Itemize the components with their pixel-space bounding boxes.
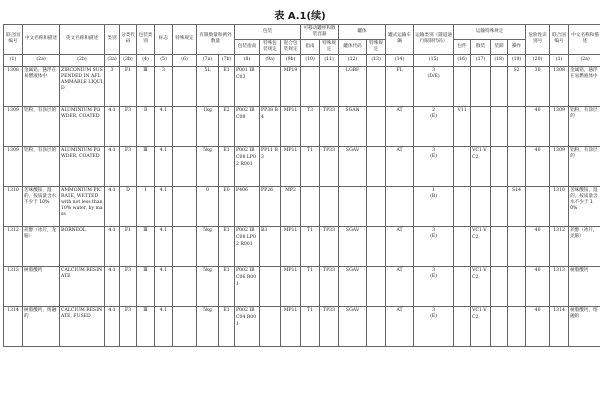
column-number: (17): [471, 54, 491, 66]
cell-un-no: 1310: [4, 186, 23, 226]
cell-vehicle: FL: [386, 66, 414, 106]
column-number: (15): [414, 54, 454, 66]
cell-un-no: 1313: [4, 266, 23, 306]
cell-mixed-packing: MP11: [281, 306, 301, 346]
header-packing-special: 特殊包装规定: [260, 39, 281, 54]
cell-tank-special: TP33: [320, 306, 339, 346]
table-row: [4, 106, 600, 146]
header-un-no-repeat: 联合国编号: [550, 25, 569, 55]
cell-packing-group: Ⅲ: [137, 226, 155, 266]
tunnel-code: (E): [430, 313, 438, 319]
cell-special-provision: [173, 226, 197, 266]
transport-category-value: 3: [432, 147, 436, 153]
cell-packing-special: PP26: [260, 186, 281, 226]
cell-label: 4.1: [155, 146, 173, 186]
cell-packing-group: Ⅲ: [137, 66, 155, 106]
cell-ts-loading: [491, 306, 508, 346]
transport-category-value: 3: [432, 227, 436, 233]
cell-tank-instruction: T1: [301, 146, 320, 186]
cell-mixed-packing: MP11: [281, 266, 301, 306]
cell-mixed-packing: MP2: [281, 186, 301, 226]
column-number: (12): [339, 54, 367, 66]
column-number: (20): [526, 54, 550, 66]
tunnel-code: (E): [430, 113, 438, 119]
cell-excepted-qty: E1: [219, 306, 235, 346]
cell-mixed-packing: MP11: [281, 226, 301, 266]
table-row: [4, 266, 600, 306]
table-row: [4, 226, 600, 266]
header-mixed: 混合包装规定: [281, 39, 301, 54]
cell-transport-category: [414, 306, 454, 346]
tunnel-code: (D/E): [427, 73, 440, 79]
cell-packing-special: PP11 B3: [260, 146, 281, 186]
cell-class-code: F3: [120, 306, 137, 346]
cell-limited-qty: 5kg: [197, 146, 219, 186]
header-vehicle: 罐式运输车辆: [386, 25, 414, 55]
cell-limited-qty: 1kg: [197, 106, 219, 146]
transport-category-value: 3: [432, 67, 436, 73]
column-number: (10): [301, 54, 320, 66]
column-number: (2a): [23, 54, 60, 66]
cell-limited-qty: 5L: [197, 66, 219, 106]
cell-hazard-id: 40: [526, 226, 550, 266]
column-number: (8): [235, 54, 260, 66]
cell-ts-package: [454, 266, 471, 306]
cell-ts-operation: [508, 226, 526, 266]
cell-ts-loading: [491, 186, 508, 226]
cell-tank-instruction: T3: [301, 106, 320, 146]
cell-vehicle: AT: [386, 306, 414, 346]
transport-category-value: 3: [432, 267, 436, 273]
cell-special-provision: [173, 66, 197, 106]
transport-category-value: 2: [432, 107, 436, 113]
cell-limited-qty: 5kg: [197, 266, 219, 306]
cell-label: 4.1: [155, 266, 173, 306]
cell-cn-name-repeat: 铝粉，有涂层的: [569, 146, 600, 186]
column-number: (13): [367, 54, 386, 66]
cell-hazard-id: [526, 186, 550, 226]
cell-label: 3: [155, 66, 173, 106]
cell-tank-special-provision: [367, 306, 386, 346]
cell-un-no: 1314: [4, 306, 23, 346]
cell-ts-package: [454, 186, 471, 226]
cell-tank-code: SGAV: [339, 306, 367, 346]
header-transport-special: 运输特殊规定: [454, 25, 526, 40]
cell-class-code: F1: [120, 66, 137, 106]
column-number: (19): [508, 54, 526, 66]
cell-packing-special: [260, 266, 281, 306]
column-number: (4): [137, 54, 155, 66]
cell-tank-special: TP33: [320, 266, 339, 306]
cell-hazard-id: 40: [526, 106, 550, 146]
cell-packing-special: B3: [260, 226, 281, 266]
cell-excepted-qty: E1: [219, 66, 235, 106]
cell-label: 4.1: [155, 106, 173, 146]
header-labels: 标志: [155, 25, 173, 55]
header-limited: 有限数量和例外数量: [197, 25, 235, 55]
column-number: (3b): [120, 54, 137, 66]
cell-tank-special: [320, 66, 339, 106]
cell-class: 4.1: [105, 186, 120, 226]
cell-ts-package: [454, 226, 471, 266]
cell-mixed-packing: MP11: [281, 146, 301, 186]
cell-ts-bulk: [471, 106, 491, 146]
table-row: [4, 306, 600, 346]
column-number: (3a): [105, 54, 120, 66]
cell-tank-special-provision: [367, 106, 386, 146]
cell-ts-operation: [508, 146, 526, 186]
tunnel-code: (E): [430, 233, 438, 239]
cell-cn-name: 莰醇（冰片，龙脑）: [23, 226, 60, 266]
header-cn-name-repeat: 中文名称和描述: [569, 25, 600, 55]
cell-packing-group: Ⅰ: [137, 186, 155, 226]
cell-vehicle: [386, 186, 414, 226]
header-ts-bulk: 散装: [471, 39, 491, 54]
cell-packing-instruction: P406: [235, 186, 260, 226]
cell-class: 3: [105, 66, 120, 106]
cell-tank-special-provision: [367, 266, 386, 306]
cell-un-no-repeat: 1313: [550, 266, 569, 306]
cell-transport-category: [414, 106, 454, 146]
cell-ts-loading: [491, 146, 508, 186]
cell-mixed-packing: MP11: [281, 106, 301, 146]
column-number: (2a): [569, 54, 600, 66]
cell-class: 4.1: [105, 146, 120, 186]
header-packing: 包装: [235, 25, 301, 40]
cell-excepted-qty: E1: [219, 226, 235, 266]
cell-tank-code: SGAV: [339, 146, 367, 186]
header-ibc-instr: 指南: [301, 39, 320, 54]
cell-hazard-id: 40: [526, 146, 550, 186]
cell-un-no-repeat: 1309: [550, 106, 569, 146]
cell-label: 4.1: [155, 226, 173, 266]
cell-cn-name: 铝粉，有涂层的: [23, 146, 60, 186]
cell-ts-package: [454, 146, 471, 186]
column-number: (2b): [60, 54, 105, 66]
cell-special-provision: [173, 146, 197, 186]
column-number: (9a): [260, 54, 281, 66]
cell-vehicle: AT: [386, 266, 414, 306]
cell-un-no-repeat: 1312: [550, 226, 569, 266]
cell-transport-category: [414, 186, 454, 226]
cell-ts-loading: [491, 66, 508, 106]
cell-un-no-repeat: 1308: [550, 66, 569, 106]
header-class: 类别: [105, 25, 120, 55]
header-packing-instr: 包装指南: [235, 39, 260, 54]
header-row-1: [4, 25, 600, 40]
transport-category-value: 1: [432, 187, 436, 193]
cell-cn-name-repeat: 树脂酸钙，熔融的: [569, 306, 600, 346]
header-ibc: 可移动罐柜和散装容器: [301, 25, 339, 40]
cell-ts-loading: [491, 106, 508, 146]
cell-en-name: ZIRCONIUM SUSPENDED IN AFLAMMABLE LIQUID: [60, 66, 105, 106]
tunnel-code: (E): [430, 273, 438, 279]
cell-tank-instruction: T1: [301, 266, 320, 306]
cell-class: 4.1: [105, 106, 120, 146]
cell-ts-package: [454, 66, 471, 106]
cell-label: 4.1: [155, 186, 173, 226]
cell-transport-category: [414, 266, 454, 306]
tunnel-code: (E): [430, 153, 438, 159]
cell-cn-name: 铝粉，有涂层的: [23, 106, 60, 146]
cell-ts-bulk: [471, 186, 491, 226]
cell-en-name: CALCIUM RESINATE, FUSED: [60, 306, 105, 346]
cell-packing-instruction: P002 IBC08: [235, 106, 260, 146]
header-un-no: 联合国编号: [4, 25, 23, 55]
column-number: (14): [386, 54, 414, 66]
cell-tank-special: TP33: [320, 106, 339, 146]
cell-ts-operation: S14: [508, 186, 526, 226]
cell-class-code: F3: [120, 266, 137, 306]
cell-packing-special: [260, 66, 281, 106]
cell-en-name: AMMONIUM PICRATE, WETTED with not less than 10% water, by mass: [60, 186, 105, 226]
column-number: (1): [550, 54, 569, 66]
cell-special-provision: [173, 106, 197, 146]
cell-en-name: BORNEOL: [60, 226, 105, 266]
column-number: (1): [4, 54, 23, 66]
cell-cn-name-repeat: 树脂酸钙: [569, 266, 600, 306]
cell-packing-instruction: P002 IBC08 LP02 R001: [235, 226, 260, 266]
cell-excepted-qty: E2: [219, 106, 235, 146]
column-number: (11): [320, 54, 339, 66]
cell-en-name: ALUMINIUM POWDER, COATED: [60, 146, 105, 186]
cell-cn-name: 苦味酸铵，湿的，按质量含水不少于 10%: [23, 186, 60, 226]
cell-tank-special: TP33: [320, 146, 339, 186]
column-number: (6): [173, 54, 197, 66]
cell-tank-special-provision: [367, 226, 386, 266]
cell-special-provision: [173, 306, 197, 346]
table-row: [4, 186, 600, 226]
cell-un-no: 1312: [4, 226, 23, 266]
cell-excepted-qty: E1: [219, 146, 235, 186]
cell-vehicle: AT: [386, 146, 414, 186]
cell-hazard-id: 30: [526, 66, 550, 106]
cell-tank-special-provision: [367, 186, 386, 226]
cell-ts-package: [454, 306, 471, 346]
cell-ts-loading: [491, 226, 508, 266]
cell-vehicle: AT: [386, 226, 414, 266]
cell-tank-code: [339, 186, 367, 226]
cell-special-provision: [173, 266, 197, 306]
cell-tank-special-provision: [367, 146, 386, 186]
column-number: (9b): [281, 54, 301, 66]
cell-ts-package: V11: [454, 106, 471, 146]
cell-ts-bulk: VC1 VC2: [471, 266, 491, 306]
cell-class: 4.1: [105, 226, 120, 266]
cell-tank-special: [320, 186, 339, 226]
cell-excepted-qty: E1: [219, 266, 235, 306]
cell-excepted-qty: E0: [219, 186, 235, 226]
cell-en-name: CALCIUM RESINATE: [60, 266, 105, 306]
table-row: [4, 66, 600, 106]
cell-un-no-repeat: 1309: [550, 146, 569, 186]
cell-packing-special: PP38 B4: [260, 106, 281, 146]
cell-tank-instruction: T1: [301, 226, 320, 266]
dangerous-goods-table: [3, 24, 600, 347]
cell-packing-group: Ⅲ: [137, 146, 155, 186]
cell-un-no: 1308: [4, 66, 23, 106]
cell-packing-instruction: P002 IBC04 R001: [235, 306, 260, 346]
cell-label: 4.1: [155, 306, 173, 346]
cell-ts-bulk: VC1 VC2: [471, 306, 491, 346]
header-en-name: 英文名称和描述: [60, 25, 105, 55]
cell-cn-name-repeat: 苦味酸铵，湿的，按质量含水不少于 10%: [569, 186, 600, 226]
cell-ts-bulk: VC1 VC2: [471, 146, 491, 186]
cell-cn-name: 树脂酸钙: [23, 266, 60, 306]
cell-transport-category: [414, 226, 454, 266]
column-number: (7a): [197, 54, 219, 66]
cell-vehicle: AT: [386, 106, 414, 146]
cell-packing-instruction: P001 IBC03: [235, 66, 260, 106]
cell-tank-instruction: T1: [301, 306, 320, 346]
cell-class: 4.1: [105, 306, 120, 346]
cell-ts-operation: S2: [508, 66, 526, 106]
cell-tank-code: SGAV: [339, 226, 367, 266]
table-title: 表 A.1(续): [274, 11, 326, 22]
header-tank-code: 罐体代码: [339, 39, 367, 54]
cell-class-code: F3: [120, 146, 137, 186]
cell-un-no-repeat: 1310: [550, 186, 569, 226]
header-tank-special: 特殊规定: [367, 39, 386, 54]
cell-un-no: 1309: [4, 106, 23, 146]
cell-special-provision: [173, 186, 197, 226]
column-number-row: [4, 54, 600, 66]
column-number: (5): [155, 54, 173, 66]
tunnel-code: (B): [430, 193, 438, 199]
cell-hazard-id: 40: [526, 306, 550, 346]
cell-tank-code: SGAV: [339, 266, 367, 306]
cell-packing-group: Ⅲ: [137, 306, 155, 346]
cell-ts-bulk: VC1 VC2: [471, 226, 491, 266]
cell-mixed-packing: MP19: [281, 66, 301, 106]
cell-cn-name-repeat: 莰醇（冰片，龙脑）: [569, 226, 600, 266]
header-packing-group: 包装类别: [137, 25, 155, 55]
cell-ts-operation: [508, 306, 526, 346]
cell-class-code: F1: [120, 226, 137, 266]
cell-limited-qty: 5kg: [197, 306, 219, 346]
cell-cn-name-repeat: 铝粉，有涂层的: [569, 106, 600, 146]
header-ts-operation: 操作: [508, 39, 526, 54]
cell-cn-name: 金属锆，悬浮在易燃液体中: [23, 66, 60, 106]
cell-limited-qty: 5kg: [197, 226, 219, 266]
cell-transport-category: [414, 66, 454, 106]
column-number: (7b): [219, 54, 235, 66]
cell-tank-special: TP33: [320, 226, 339, 266]
cell-un-no-repeat: 1314: [550, 306, 569, 346]
column-number: (18): [491, 54, 508, 66]
cell-transport-category: [414, 146, 454, 186]
cell-ts-operation: [508, 266, 526, 306]
cell-ts-operation: [508, 106, 526, 146]
cell-un-no: 1309: [4, 146, 23, 186]
cell-tank-special-provision: [367, 66, 386, 106]
column-number: (16): [454, 54, 471, 66]
table-row: [4, 146, 600, 186]
cell-tank-code: SGAN: [339, 106, 367, 146]
cell-cn-name: 树脂酸钙，熔融的: [23, 306, 60, 346]
header-ibc-special: 特殊规定: [320, 39, 339, 54]
cell-en-name: ALUMINIUM POWDER, COATED: [60, 106, 105, 146]
cell-class-code: D: [120, 186, 137, 226]
cell-class: 4.1: [105, 266, 120, 306]
cell-packing-group: Ⅱ: [137, 106, 155, 146]
cell-ts-bulk: [471, 66, 491, 106]
cell-ts-loading: [491, 266, 508, 306]
cell-packing-instruction: P002 IBC08 LP02 R001: [235, 146, 260, 186]
cell-packing-special: [260, 306, 281, 346]
cell-tank-instruction: [301, 186, 320, 226]
cell-limited-qty: 0: [197, 186, 219, 226]
header-class-code: 分类代码: [120, 25, 137, 55]
cell-packing-group: Ⅲ: [137, 266, 155, 306]
cell-tank-code: LGBF: [339, 66, 367, 106]
cell-tank-instruction: [301, 66, 320, 106]
header-special: 特殊规定: [173, 25, 197, 55]
cell-packing-instruction: P002 IBC06 R001: [235, 266, 260, 306]
cell-class-code: F3: [120, 106, 137, 146]
cell-hazard-id: 40: [526, 266, 550, 306]
header-cn-name: 中文名称和描述: [23, 25, 60, 55]
header-ts-loading: 装卸: [491, 39, 508, 54]
header-hazard-id: 危险性识别号: [526, 25, 550, 55]
header-tank: 罐体: [339, 25, 386, 40]
header-transport-category: 运输类别（隧道通行限制代码）: [414, 25, 454, 55]
transport-category-value: 3: [432, 307, 436, 313]
cell-cn-name-repeat: 金属锆，悬浮在易燃液体中: [569, 66, 600, 106]
header-ts-package: 包件: [454, 39, 471, 54]
